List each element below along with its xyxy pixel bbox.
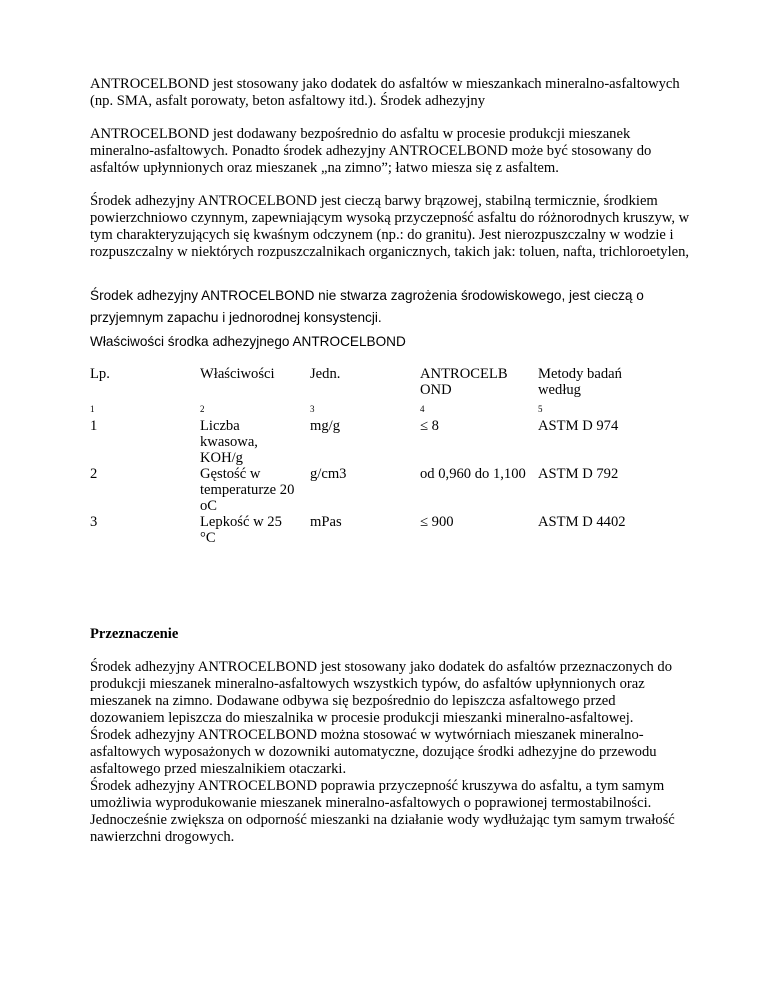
header-value: ANTROCELB OND	[420, 366, 508, 398]
row-2-method: ASTM D 792	[538, 466, 619, 482]
section-heading: Przeznaczenie	[90, 626, 179, 642]
row-3-lp: 3	[90, 514, 98, 530]
row-3-method: ASTM D 4402	[538, 514, 626, 530]
row-1-method: ASTM D 974	[538, 418, 619, 434]
intro-paragraph-2: ANTROCELBOND jest dodawany bezpośrednio do asfaltu w procesie produkcji mieszanek mineralno-asfaltowych. Ponadto środek adhezyjny ANTROCELBOND może być stosowany do asfaltów upłynnionych oraz mieszanek „na zimno”; łatwo miesza się z asfaltem.	[90, 126, 652, 176]
row-3-unit: mPas	[310, 514, 342, 530]
column-number-3: 3	[310, 404, 315, 414]
row-3-property: Lepkość w 25 °C	[200, 514, 282, 546]
document-page	[90, 76, 690, 846]
column-number-4: 4	[420, 404, 425, 414]
header-property: Właściwości	[200, 366, 275, 382]
row-2-unit: g/cm3	[310, 466, 347, 482]
row-1-property: Liczba kwasowa, KOH/g	[200, 418, 258, 466]
properties-table	[90, 366, 690, 562]
row-1-unit: mg/g	[310, 418, 340, 434]
intro-paragraph-3: Środek adhezyjny ANTROCELBOND jest cieczą barwy brązowej, stabilną termicznie, środkiem powierzchniowo czynnym, zapewniającym wysoką przyczepność asfaltu do różnorodnych kruszyw, w tym charakteryzujących się kwaśnym odczynem (np.: do granitu). Jest nierozpuszczalny w wodzie i rozpuszczalny w niektórych rozpuszczalnikach organicznych, takich jak: toluen, nafta, trichloroetylen,	[90, 193, 690, 260]
row-2-lp: 2	[90, 466, 98, 482]
row-1-value: ≤ 8	[420, 418, 439, 434]
row-1-lp: 1	[90, 418, 98, 434]
purpose-paragraph-1: Środek adhezyjny ANTROCELBOND jest stosowany jako dodatek do asfaltów przeznaczonych do produkcji mieszanek mineralno-asfaltowych wszystkich typów, do asfaltów upłynnionych oraz mieszanek na zimno. Dodawane odbywa się bezpośrednio do lepiszcza asfaltowego przed dozowaniem lepiszcza do mieszalnika w procesie produkcji mieszanki mineralno-asfaltowej.	[90, 659, 672, 726]
row-2-value: od 0,960 do 1,100	[420, 466, 526, 482]
column-number-1: 1	[90, 404, 95, 414]
intro-paragraph-1: ANTROCELBOND jest stosowany jako dodatek do asfaltów w mieszankach mineralno-asfaltowych (np. SMA, asfalt porowaty, beton asfaltowy itd.). Środek adhezyjny	[90, 76, 680, 109]
row-3-value: ≤ 900	[420, 514, 454, 530]
header-lp: Lp.	[90, 366, 110, 382]
column-number-2: 2	[200, 404, 205, 414]
purpose-paragraph-2: Środek adhezyjny ANTROCELBOND można stosować w wytwórniach mieszanek mineralno-asfaltowych wyposażonych w dozowniki automatyczne, dozujące środki adhezyjne do przewodu asfaltowego przed mieszalnikiem otaczarki.	[90, 727, 657, 777]
intro-paragraph-4: Środek adhezyjny ANTROCELBOND nie stwarza zagrożenia środowiskowego, jest cieczą o przyjemnym zapachu i jednorodnej konsystencji.	[90, 288, 644, 325]
table-title: Właściwości środka adhezyjnego ANTROCELBOND	[90, 334, 406, 349]
column-number-5: 5	[538, 404, 543, 414]
header-method: Metody badań według	[538, 366, 622, 398]
purpose-paragraph-3: Środek adhezyjny ANTROCELBOND poprawia przyczepność kruszywa do asfaltu, a tym samym umożliwia wyprodukowanie mieszanek mineralno-asfaltowych o poprawionej termostabilności. Jednocześnie zwiększa on odporność mieszanki na działanie wody wydłużając tym samym trwałość nawierzchni drogowych.	[90, 778, 675, 845]
row-2-property: Gęstość w temperaturze 20 oC	[200, 466, 295, 514]
header-unit: Jedn.	[310, 366, 341, 382]
